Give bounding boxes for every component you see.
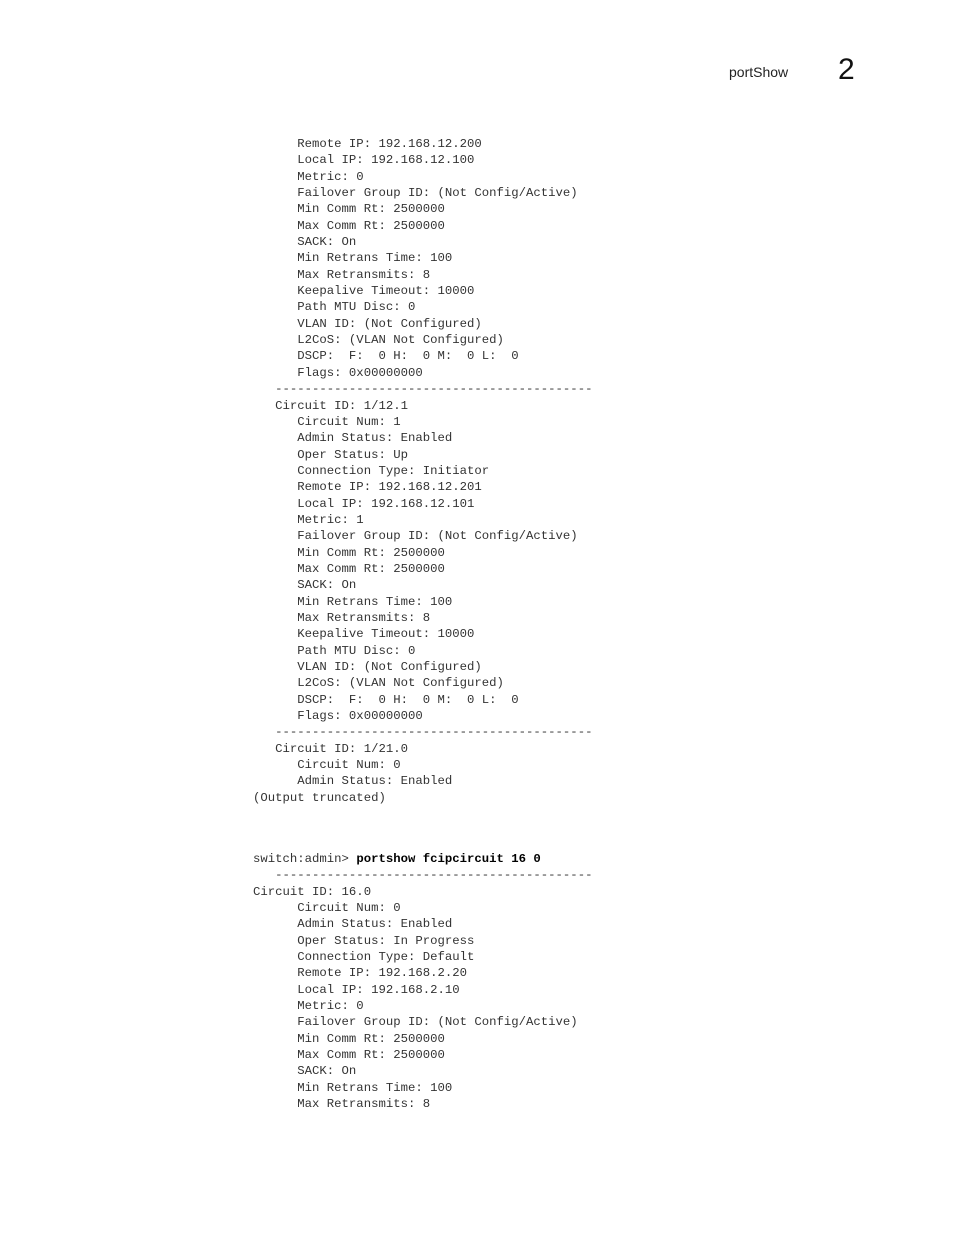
code-line: Failover Group ID: (Not Config/Active)	[253, 1015, 578, 1030]
code-line: Circuit Num: 0	[253, 901, 401, 916]
code-line: Remote IP: 192.168.12.200	[253, 137, 482, 151]
code-line: Path MTU Disc: 0	[253, 643, 416, 658]
code-line: Min Retrans Time: 100	[253, 251, 453, 266]
code-line: Path MTU Disc: 0	[253, 300, 416, 315]
code-line: Local IP: 192.168.12.101	[253, 496, 475, 511]
code-line: Max Comm Rt: 2500000	[253, 1048, 445, 1063]
code-line: Local IP: 192.168.12.100	[253, 153, 475, 168]
code-line: Min Comm Rt: 2500000	[253, 545, 445, 560]
code-line: Min Comm Rt: 2500000	[253, 202, 445, 217]
code-line: Oper Status: Up	[253, 447, 408, 462]
code-line: Admin Status: Enabled	[253, 774, 453, 789]
code-line: Failover Group ID: (Not Config/Active)	[253, 186, 578, 201]
chapter-number: 2	[838, 53, 855, 86]
code-line: SACK: On	[253, 1064, 357, 1079]
code-line: Remote IP: 192.168.12.201	[253, 480, 482, 495]
code-line: DSCP: F: 0 H: 0 M: 0 L: 0	[253, 349, 519, 364]
code-line: Max Retransmits: 8	[253, 267, 431, 282]
code-line: Metric: 0	[253, 169, 364, 184]
command-text: portshow fcipcircuit 16 0	[356, 852, 541, 866]
code-line: Circuit Num: 0	[253, 758, 401, 773]
code-line: Max Retransmits: 8	[253, 610, 431, 625]
code-line: Keepalive Timeout: 10000	[253, 284, 475, 299]
code-line: Remote IP: 192.168.2.20	[253, 966, 468, 981]
code-line: SACK: On	[253, 235, 357, 250]
code-line: L2CoS: (VLAN Not Configured)	[253, 676, 504, 691]
code-line: Circuit Num: 1	[253, 414, 401, 429]
code-line: -------------------------------------------	[253, 725, 593, 740]
code-line: VLAN ID: (Not Configured)	[253, 316, 482, 331]
code-block-command	[253, 851, 592, 1113]
code-line: Failover Group ID: (Not Config/Active)	[253, 529, 578, 544]
code-line: Admin Status: Enabled	[253, 917, 453, 932]
code-line: Max Comm Rt: 2500000	[253, 561, 445, 576]
code-line: -------------------------------------------	[253, 382, 593, 397]
code-line: Oper Status: In Progress	[253, 933, 475, 948]
code-line: Circuit ID: 1/12.1	[253, 398, 408, 413]
code-line: Min Comm Rt: 2500000	[253, 1031, 445, 1046]
code-line: -------------------------------------------	[253, 868, 593, 883]
code-line: Min Retrans Time: 100	[253, 594, 453, 609]
code-line: Connection Type: Initiator	[253, 463, 490, 478]
code-line: Max Comm Rt: 2500000	[253, 218, 445, 233]
shell-prompt: switch:admin>	[253, 852, 357, 866]
code-line: L2CoS: (VLAN Not Configured)	[253, 333, 504, 348]
section-title: portShow	[729, 64, 789, 80]
code-line: Local IP: 192.168.2.10	[253, 982, 460, 997]
code-line: VLAN ID: (Not Configured)	[253, 660, 482, 674]
code-line: Metric: 1	[253, 512, 364, 527]
code-line: Admin Status: Enabled	[253, 431, 453, 446]
code-line: Flags: 0x00000000	[253, 365, 423, 380]
code-line: Keepalive Timeout: 10000	[253, 627, 475, 642]
code-line: Flags: 0x00000000	[253, 709, 423, 724]
code-line: Circuit ID: 16.0	[253, 884, 372, 899]
code-line: Min Retrans Time: 100	[253, 1080, 453, 1095]
code-line: DSCP: F: 0 H: 0 M: 0 L: 0	[253, 692, 519, 707]
code-line: Circuit ID: 1/21.0	[253, 741, 408, 756]
code-line: Metric: 0	[253, 999, 364, 1014]
code-line: (Output truncated)	[253, 790, 386, 805]
code-block-output	[253, 136, 592, 806]
command-line	[253, 851, 592, 867]
code-line: SACK: On	[253, 578, 357, 593]
code-line: Connection Type: Default	[253, 950, 475, 965]
code-line: Max Retransmits: 8	[253, 1097, 431, 1112]
